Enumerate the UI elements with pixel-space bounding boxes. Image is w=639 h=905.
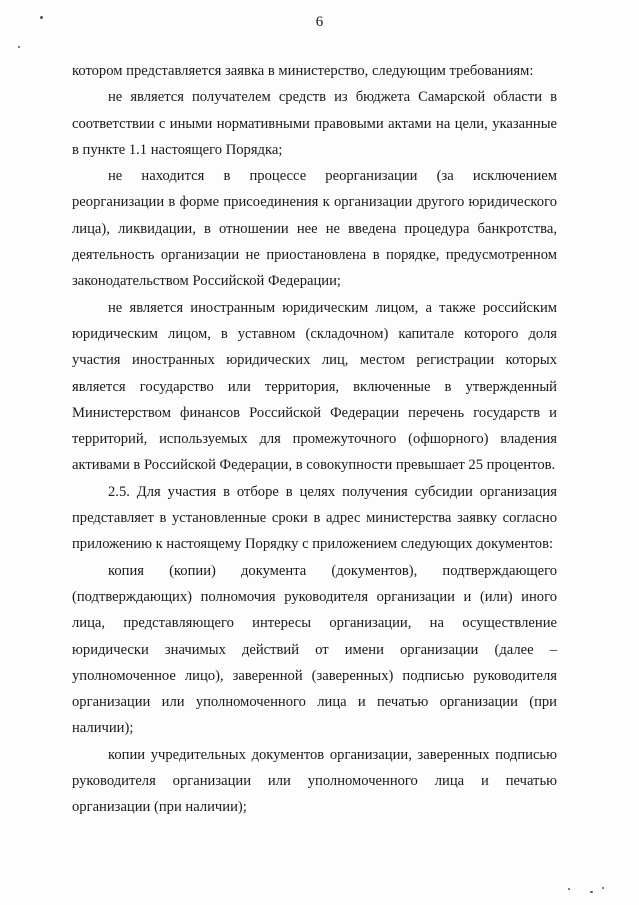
paragraph-continuation: котором представляется заявка в министерство, следующим требованиям: bbox=[72, 63, 534, 79]
page-number: 6 bbox=[315, 14, 324, 30]
scan-speck bbox=[602, 887, 604, 889]
scan-speck bbox=[40, 16, 43, 19]
paragraph-clause-2-5: 2.5. Для участия в отборе в целях получения субсидии организация представляет в установленные сроки в адрес министерства заявку согласно приложению к настоящему Порядку с приложением следующих документов: bbox=[72, 483, 557, 553]
scan-speck bbox=[590, 891, 593, 893]
paragraph-document-founding-copies: копии учредительных документов организации, заверенных подписью руководителя организации или уполномоченного лица и печатью организации (при наличии); bbox=[72, 746, 557, 816]
paragraph-requirement-budget: не является получателем средств из бюджета Самарской области в соответствии с иными нормативными правовыми актами на цели, указанные в пункте 1.1 настоящего Порядка; bbox=[72, 89, 557, 158]
paragraph-requirement-reorganization: не находится в процессе реорганизации (за исключением реорганизации в форме присоединения к организации другого юридического лица), ликвидации, в отношении нее не введена процедура банкротства, деятельность организации не приостановлена в порядке, предусмотренном законодательством Российской Федерации; bbox=[72, 168, 557, 290]
paragraph-requirement-foreign-entity: не является иностранным юридическим лицом, а также российским юридическим лицом, в уставном (складочном) капитале которого доля участия иностранных юридических лиц, местом регистрации которых является государство или территория, включенные в утвержденный Министерством финансов Российской Федерации перечень государств и территорий, используемых для промежуточного (офшорного) владения активами в Российской Федерации, в совокупности превышает 25 процентов. bbox=[72, 299, 557, 474]
scan-speck bbox=[568, 888, 570, 890]
paragraph-document-authority-copy: копия (копии) документа (документов), подтверждающего (подтверждающих) полномочия руководителя организации и (или) иного лица, представляющего интересы организации, на осуществление юридически значимых действий от имени организации (далее – уполномоченное лицо), заверенной (заверенных) подписью руководителя организации или уполномоченного лица и печатью организации (при наличии); bbox=[72, 562, 557, 737]
scan-speck bbox=[18, 46, 20, 48]
document-body bbox=[72, 58, 557, 821]
